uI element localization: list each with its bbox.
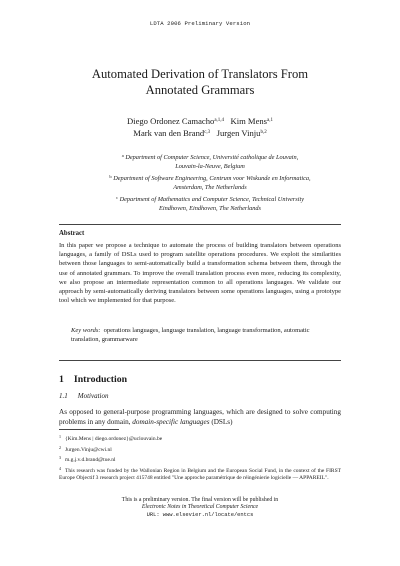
author-name: Mark van den Brand [133,128,205,138]
section-title: Introduction [73,374,128,385]
footnote-mark: 3 [59,455,61,461]
footnote-mark: 2 [59,444,61,450]
affiliation-line: Eindhoven, Eindhoven, The Netherlands [159,205,261,212]
author-line-1 [40,115,360,127]
footnote-rule [59,429,119,430]
author-marks: a,1,4 [214,118,225,123]
affiliation-b [70,172,350,192]
abstract-bottom-rule [59,360,341,361]
footnote [59,444,341,455]
author-block [40,115,360,139]
footnote-text: This research was funded by the Wallonian Region in Belgium and the European Social Fund, in the context of the FIRST Europe Objectif 3 research project 415748 entitled "Une approche paramétrique de réingénierie logicielle — APPAREIL". [59,467,341,482]
affiliation-line: Department of Computer Science, Université catholique de Louvain, [125,154,299,161]
author-marks: b,2 [260,130,267,135]
preliminary-note [59,497,341,519]
author-name: Diego Ordonez Camacho [126,116,215,126]
affiliation-line: Amsterdam, The Netherlands [173,184,247,191]
footnote-text: m.g.j.v.d.brand@tue.nl [65,457,116,464]
intro-text: (DSLs) [209,418,233,427]
affiliation-mark: a [121,153,124,158]
running-header: LDTA 2006 Preliminary Version [149,20,251,27]
affiliation-c [70,193,350,213]
title-line-1: Automated Derivation of Translators From [91,67,309,81]
author-marks: a,1 [267,118,274,123]
author-marks: c,3 [204,130,211,135]
affiliation-line: Department of Mathematics and Computer Science, Technical University [119,196,305,203]
author-name: Kim Mens [230,116,268,126]
affiliation-a [70,151,350,171]
paper-title [40,66,360,98]
section-number: 1 [59,374,64,385]
prelim-url[interactable]: URL: www.elsevier.nl/locate/entcs [146,511,254,518]
author-name: Jurgen Vinju [216,128,261,138]
title-line-2: Annotated Grammars [145,83,255,97]
keywords-label: Key words: [71,327,101,334]
affiliation-line: Louvain-la-Neuve, Belgium [175,163,245,170]
footnote-text: {Kim.Mens | diego.ordonez}@uclouvain.be [65,436,163,442]
footnote-mark: 4 [59,465,61,471]
footnote-mark: 1 [59,434,61,439]
abstract-top-rule [59,224,341,225]
footnote [59,465,341,483]
footnote [59,454,341,465]
intro-emphasis: domain-specific languages [132,418,210,427]
intro-paragraph [59,407,341,427]
footnotes [59,433,341,483]
author-line-2 [40,127,360,139]
keywords-text: operations languages, language translation, language transformation, automatic translation, grammarware [71,327,310,344]
affiliation-mark: c [115,195,118,200]
footnote-text: Jurgen.Vinju@cwi.nl [65,446,112,453]
abstract-body: In this paper we propose a technique to automate the process of building translators between operations languages, a family of DSLs used to program satellite operations procedures. We exploit the similarities between those languages to semi-automatically build a transformation schema between them, through the use of annotated grammars. To improve the overall translation process even more, reducing its complexity, we also propose an intermediate representation common to all operations languages. We validate our approach by semi-automatically deriving translators between some operations languages, using a prototype tool which we implemented for that purpose. [59,242,341,305]
subsection-heading [59,392,108,400]
affiliation-mark: b [109,174,112,179]
prelim-line-2: Electronic Notes in Theoretical Computer Science [141,504,259,511]
subsection-number: 1.1 [59,392,68,400]
keywords [71,326,331,344]
section-heading [59,374,127,385]
abstract-heading: Abstract [59,230,85,237]
subsection-title: Motivation [77,392,109,400]
intro-text: As opposed to general-purpose programming languages, which are designed to solve computing problems in any domain, [59,408,341,427]
prelim-line-1: This is a preliminary version. The final version will be published in [121,497,279,503]
affiliation-line: Department of Software Engineering, Centrum voor Wiskunde en Informatica, [113,175,311,182]
footnote [59,433,341,444]
